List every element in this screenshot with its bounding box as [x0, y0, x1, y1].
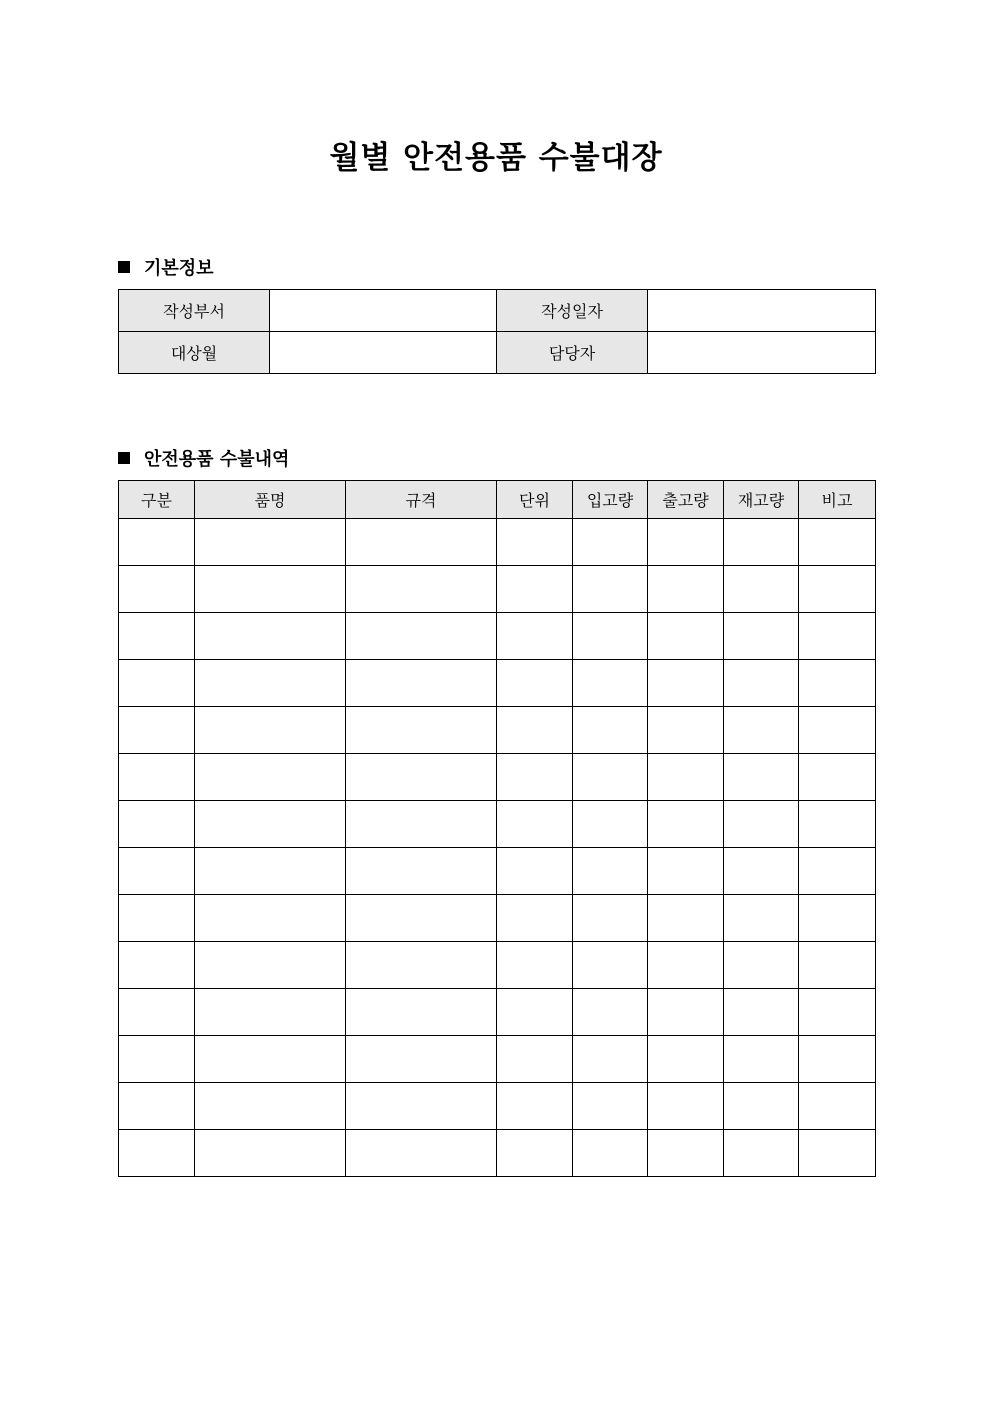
- square-bullet-icon: [118, 261, 130, 273]
- stock-cell[interactable]: [724, 613, 799, 660]
- category-cell[interactable]: [119, 1083, 195, 1130]
- spec-cell[interactable]: [346, 895, 497, 942]
- category-cell[interactable]: [119, 1036, 195, 1083]
- table-row: [119, 519, 876, 566]
- unit-cell[interactable]: [497, 848, 573, 895]
- basic-info-table: [118, 289, 876, 374]
- table-row: [119, 754, 876, 801]
- table-row: [119, 801, 876, 848]
- item-name-cell[interactable]: [195, 754, 346, 801]
- spec-cell[interactable]: [346, 801, 497, 848]
- unit-cell[interactable]: [497, 801, 573, 848]
- item-name-cell[interactable]: [195, 1130, 346, 1177]
- issued-cell[interactable]: [648, 848, 724, 895]
- category-cell[interactable]: [119, 895, 195, 942]
- issued-cell[interactable]: [648, 613, 724, 660]
- department-label: 작성부서: [119, 290, 270, 332]
- ledger-heading-text: 안전용품 수불내역: [144, 449, 290, 470]
- unit-cell[interactable]: [497, 989, 573, 1036]
- unit-cell[interactable]: [497, 519, 573, 566]
- spec-cell[interactable]: [346, 566, 497, 613]
- issued-cell[interactable]: [648, 895, 724, 942]
- table-row: [119, 989, 876, 1036]
- spec-cell[interactable]: [346, 613, 497, 660]
- manager-label: 담당자: [497, 332, 648, 374]
- spec-cell[interactable]: [346, 519, 497, 566]
- received-cell[interactable]: [573, 519, 648, 566]
- unit-cell[interactable]: [497, 754, 573, 801]
- category-cell[interactable]: [119, 707, 195, 754]
- remarks-cell[interactable]: [799, 754, 876, 801]
- item-name-cell[interactable]: [195, 848, 346, 895]
- table-row: [119, 707, 876, 754]
- received-cell[interactable]: [573, 942, 648, 989]
- category-cell[interactable]: [119, 519, 195, 566]
- received-cell[interactable]: [573, 566, 648, 613]
- table-row: [119, 660, 876, 707]
- received-cell[interactable]: [573, 801, 648, 848]
- basic-info-row: [119, 332, 876, 374]
- unit-cell[interactable]: [497, 566, 573, 613]
- unit-cell[interactable]: [497, 1083, 573, 1130]
- received-cell[interactable]: [573, 707, 648, 754]
- table-row: [119, 942, 876, 989]
- spec-cell[interactable]: [346, 660, 497, 707]
- item-name-cell[interactable]: [195, 989, 346, 1036]
- remarks-cell[interactable]: [799, 707, 876, 754]
- category-cell[interactable]: [119, 566, 195, 613]
- item-name-cell[interactable]: [195, 519, 346, 566]
- received-cell[interactable]: [573, 754, 648, 801]
- spec-cell[interactable]: [346, 848, 497, 895]
- ledger-heading: [118, 445, 289, 471]
- category-cell[interactable]: [119, 801, 195, 848]
- column-header-remarks: 비고: [799, 481, 876, 519]
- item-name-cell[interactable]: [195, 707, 346, 754]
- stock-cell[interactable]: [724, 1130, 799, 1177]
- remarks-cell[interactable]: [799, 660, 876, 707]
- target-month-label: 대상월: [119, 332, 270, 374]
- received-cell[interactable]: [573, 613, 648, 660]
- unit-cell[interactable]: [497, 660, 573, 707]
- unit-cell[interactable]: [497, 613, 573, 660]
- item-name-cell[interactable]: [195, 613, 346, 660]
- item-name-cell[interactable]: [195, 942, 346, 989]
- table-row: [119, 895, 876, 942]
- remarks-cell[interactable]: [799, 989, 876, 1036]
- date-field[interactable]: [648, 290, 876, 332]
- basic-info-heading: [118, 254, 214, 280]
- received-cell[interactable]: [573, 848, 648, 895]
- stock-cell[interactable]: [724, 848, 799, 895]
- category-cell[interactable]: [119, 989, 195, 1036]
- stock-cell[interactable]: [724, 660, 799, 707]
- table-row: [119, 1083, 876, 1130]
- square-bullet-icon: [118, 452, 130, 464]
- category-cell[interactable]: [119, 1130, 195, 1177]
- item-name-cell[interactable]: [195, 895, 346, 942]
- stock-cell[interactable]: [724, 942, 799, 989]
- date-label: 작성일자: [497, 290, 648, 332]
- manager-field[interactable]: [648, 332, 876, 374]
- received-cell[interactable]: [573, 895, 648, 942]
- category-cell[interactable]: [119, 942, 195, 989]
- column-header-spec: 규격: [346, 481, 497, 519]
- table-row: [119, 566, 876, 613]
- stock-cell[interactable]: [724, 801, 799, 848]
- stock-cell[interactable]: [724, 1036, 799, 1083]
- column-header-stock: 재고량: [724, 481, 799, 519]
- spec-cell[interactable]: [346, 707, 497, 754]
- received-cell[interactable]: [573, 660, 648, 707]
- spec-cell[interactable]: [346, 754, 497, 801]
- issued-cell[interactable]: [648, 801, 724, 848]
- issued-cell[interactable]: [648, 566, 724, 613]
- issued-cell[interactable]: [648, 1130, 724, 1177]
- department-field[interactable]: [270, 290, 497, 332]
- stock-cell[interactable]: [724, 566, 799, 613]
- issued-cell[interactable]: [648, 660, 724, 707]
- received-cell[interactable]: [573, 1083, 648, 1130]
- category-cell[interactable]: [119, 848, 195, 895]
- table-row: [119, 1130, 876, 1177]
- remarks-cell[interactable]: [799, 848, 876, 895]
- column-header-category: 구분: [119, 481, 195, 519]
- spec-cell[interactable]: [346, 989, 497, 1036]
- stock-cell[interactable]: [724, 707, 799, 754]
- stock-cell[interactable]: [724, 1083, 799, 1130]
- remarks-cell[interactable]: [799, 566, 876, 613]
- remarks-cell[interactable]: [799, 895, 876, 942]
- spec-cell[interactable]: [346, 1083, 497, 1130]
- column-header-received: 입고량: [573, 481, 648, 519]
- basic-info-row: [119, 290, 876, 332]
- unit-cell[interactable]: [497, 707, 573, 754]
- remarks-cell[interactable]: [799, 519, 876, 566]
- issued-cell[interactable]: [648, 942, 724, 989]
- issued-cell[interactable]: [648, 989, 724, 1036]
- stock-cell[interactable]: [724, 754, 799, 801]
- item-name-cell[interactable]: [195, 660, 346, 707]
- issued-cell[interactable]: [648, 754, 724, 801]
- remarks-cell[interactable]: [799, 1083, 876, 1130]
- document-title: 월별 안전용품 수불대장: [329, 140, 663, 176]
- issued-cell[interactable]: [648, 1036, 724, 1083]
- item-name-cell[interactable]: [195, 566, 346, 613]
- unit-cell[interactable]: [497, 1130, 573, 1177]
- issued-cell[interactable]: [648, 707, 724, 754]
- received-cell[interactable]: [573, 1130, 648, 1177]
- basic-info-heading-text: 기본정보: [144, 258, 214, 279]
- stock-cell[interactable]: [724, 989, 799, 1036]
- spec-cell[interactable]: [346, 1130, 497, 1177]
- spec-cell[interactable]: [346, 942, 497, 989]
- column-header-issued: 출고량: [648, 481, 724, 519]
- spec-cell[interactable]: [346, 1036, 497, 1083]
- stock-cell[interactable]: [724, 519, 799, 566]
- target-month-field[interactable]: [270, 332, 497, 374]
- received-cell[interactable]: [573, 989, 648, 1036]
- unit-cell[interactable]: [497, 895, 573, 942]
- unit-cell[interactable]: [497, 942, 573, 989]
- item-name-cell[interactable]: [195, 801, 346, 848]
- stock-cell[interactable]: [724, 895, 799, 942]
- table-row: [119, 848, 876, 895]
- category-cell[interactable]: [119, 754, 195, 801]
- ledger-table: [118, 480, 876, 1177]
- category-cell[interactable]: [119, 613, 195, 660]
- issued-cell[interactable]: [648, 519, 724, 566]
- ledger-header-row: [119, 481, 876, 519]
- remarks-cell[interactable]: [799, 942, 876, 989]
- column-header-unit: 단위: [497, 481, 573, 519]
- remarks-cell[interactable]: [799, 613, 876, 660]
- remarks-cell[interactable]: [799, 801, 876, 848]
- remarks-cell[interactable]: [799, 1036, 876, 1083]
- table-row: [119, 613, 876, 660]
- remarks-cell[interactable]: [799, 1130, 876, 1177]
- category-cell[interactable]: [119, 660, 195, 707]
- received-cell[interactable]: [573, 1036, 648, 1083]
- unit-cell[interactable]: [497, 1036, 573, 1083]
- table-row: [119, 1036, 876, 1083]
- item-name-cell[interactable]: [195, 1083, 346, 1130]
- column-header-item-name: 품명: [195, 481, 346, 519]
- item-name-cell[interactable]: [195, 1036, 346, 1083]
- issued-cell[interactable]: [648, 1083, 724, 1130]
